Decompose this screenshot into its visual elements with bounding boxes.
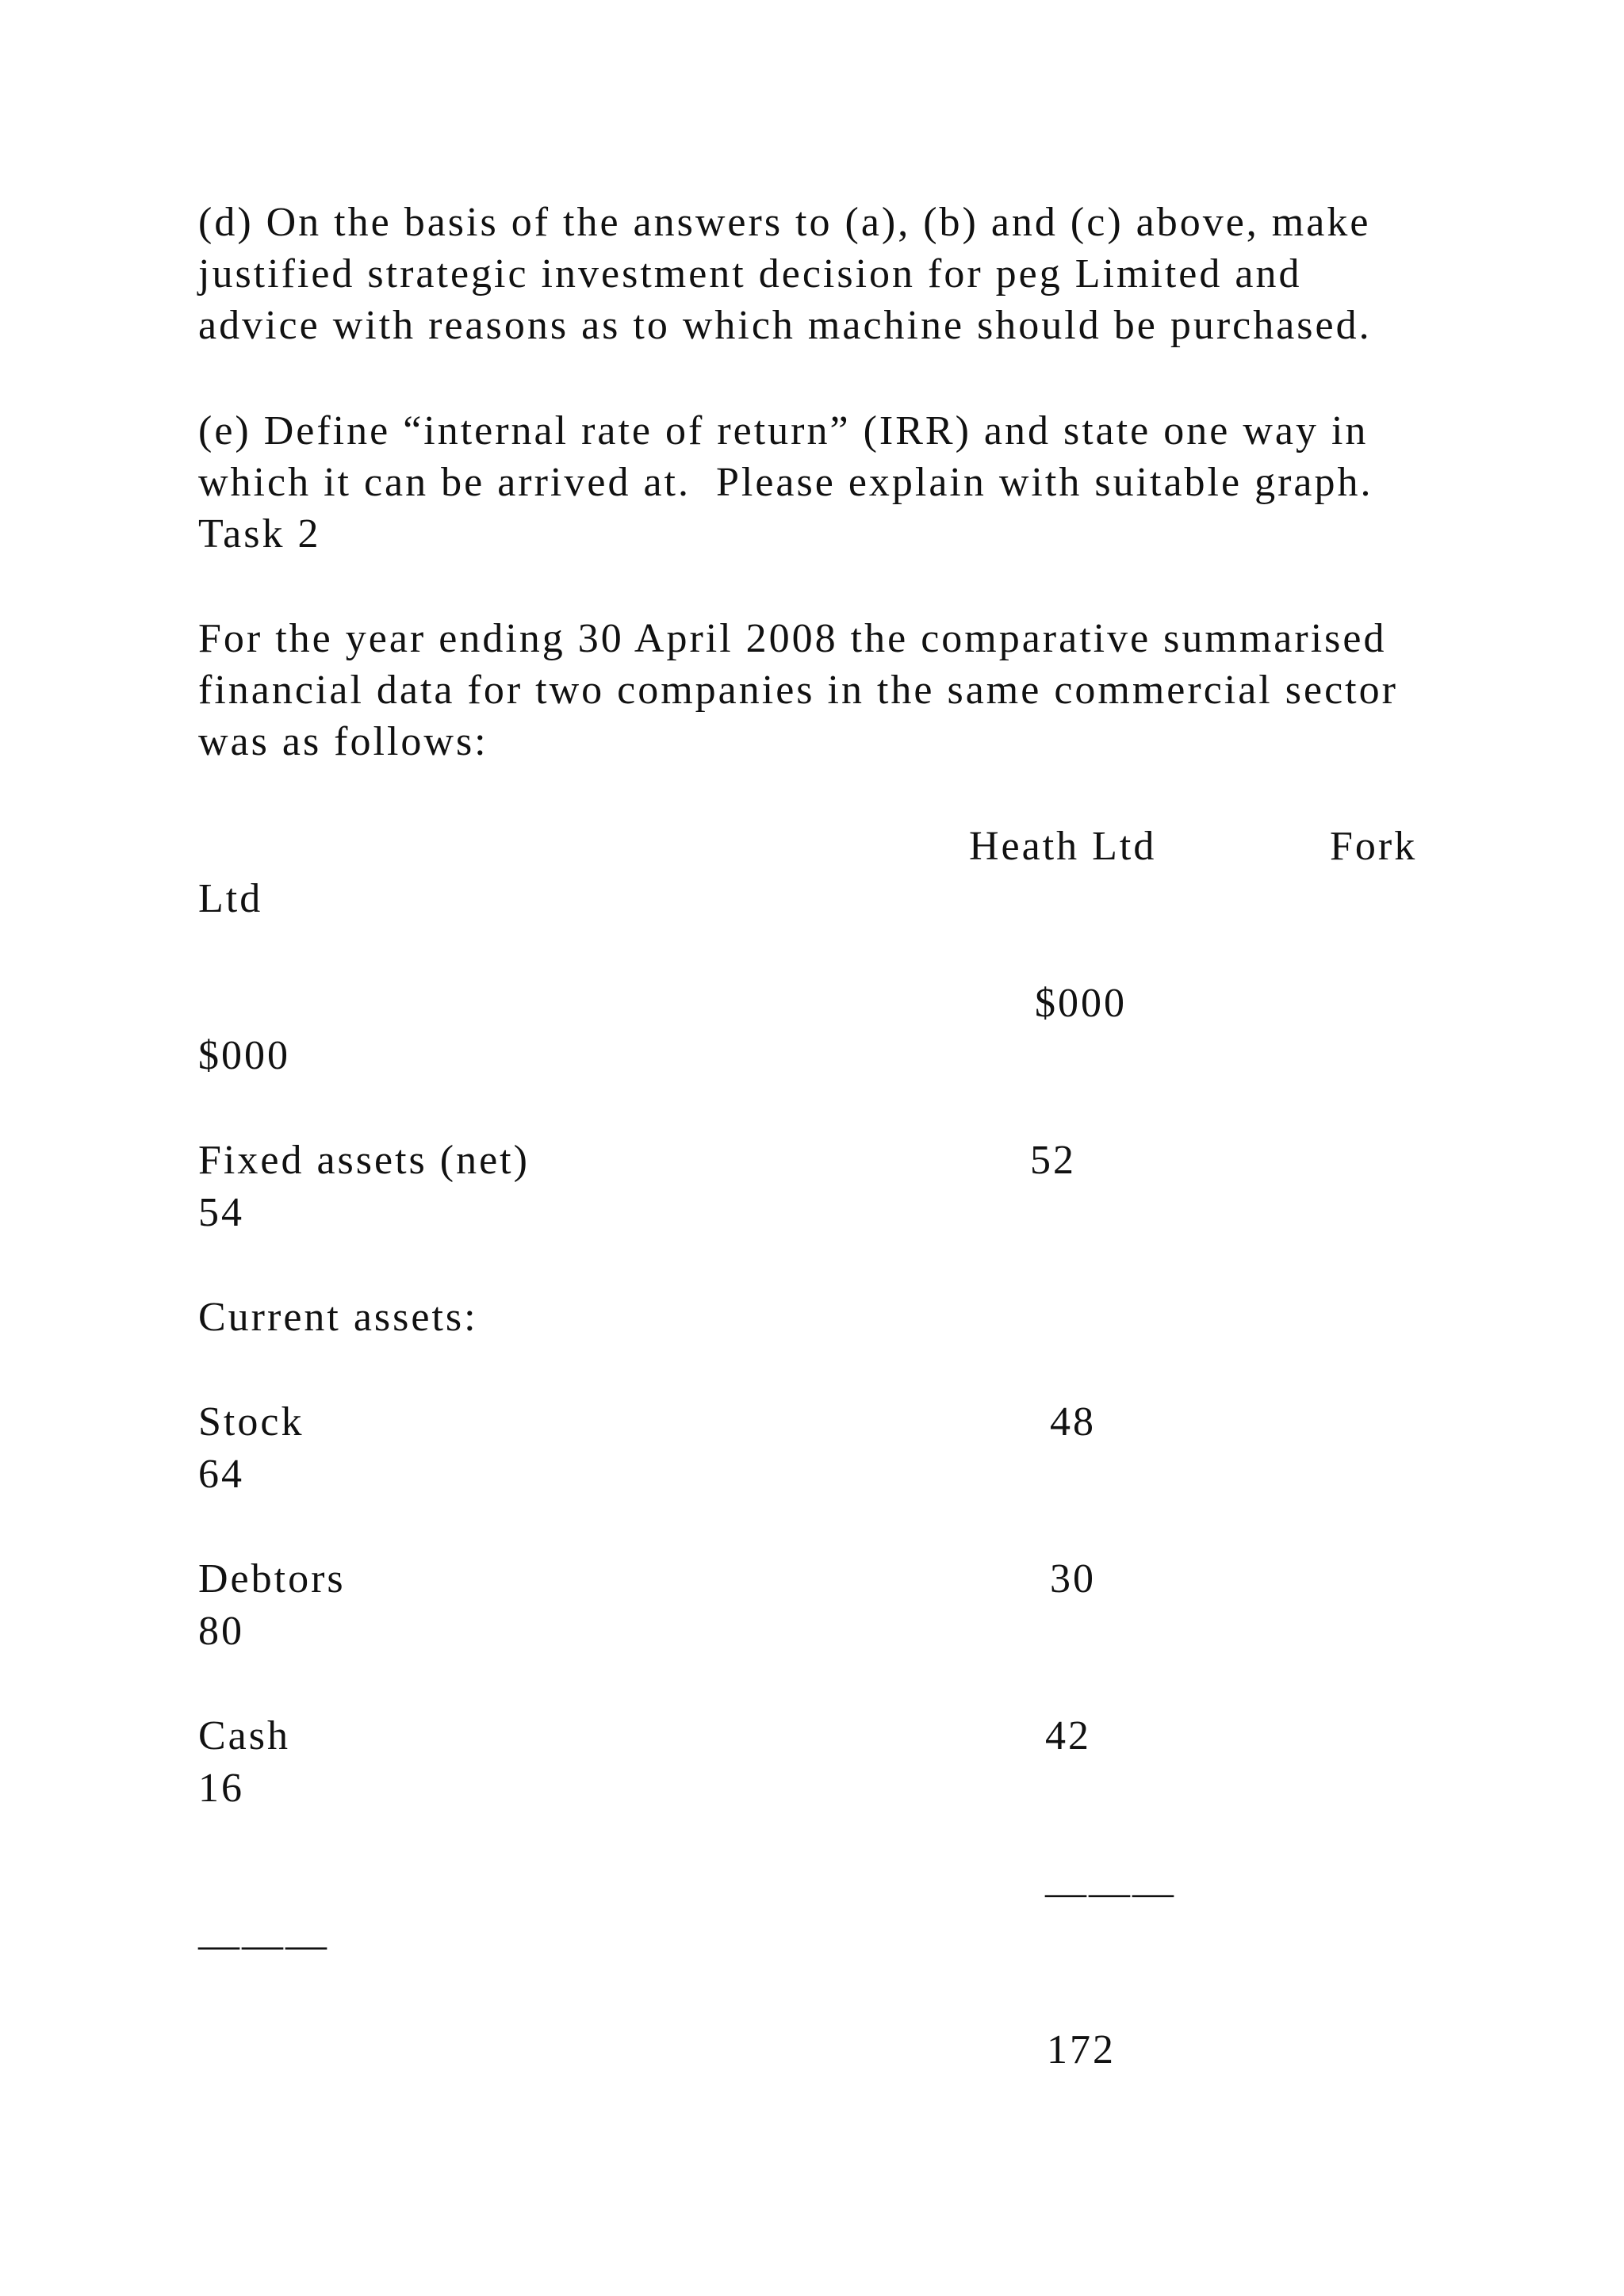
row-value-cash-fork: 16 — [198, 1766, 244, 1811]
intro-line-1: For the year ending 30 April 2008 the comparative summarised — [198, 616, 1387, 661]
task-heading: Task 2 — [198, 511, 321, 557]
row-label-stock: Stock — [198, 1399, 304, 1445]
row-value-fixed-assets-heath: 52 — [1030, 1138, 1076, 1183]
intro-line-3: was as follows: — [198, 719, 488, 764]
row-value-fixed-assets-fork: 54 — [198, 1190, 244, 1235]
unit-fork: $000 — [198, 1033, 290, 1078]
subtotal-rule-heath: ——— — [1045, 1870, 1176, 1915]
column-header-heath: Heath Ltd — [969, 824, 1157, 869]
row-label-fixed-assets: Fixed assets (net) — [198, 1138, 530, 1183]
row-value-cash-heath: 42 — [1045, 1713, 1091, 1758]
row-label-cash: Cash — [198, 1713, 290, 1758]
question-e-line-2: which it can be arrived at. Please explain with suitable graph. — [198, 460, 1373, 505]
row-label-debtors: Debtors — [198, 1556, 346, 1601]
column-header-fork: Fork — [1330, 824, 1418, 869]
row-label-current-assets: Current assets: — [198, 1295, 478, 1340]
row-value-debtors-heath: 30 — [1050, 1556, 1096, 1601]
row-value-stock-fork: 64 — [198, 1452, 244, 1497]
unit-heath: $000 — [1035, 981, 1127, 1026]
total-current-assets-heath: 172 — [1047, 2027, 1116, 2072]
row-value-stock-heath: 48 — [1050, 1399, 1096, 1445]
column-header-fork-continued: Ltd — [198, 876, 263, 921]
subtotal-rule-fork: ——— — [198, 1923, 329, 1968]
question-d-line-3: advice with reasons as to which machine should be purchased. — [198, 303, 1372, 348]
question-d-line-2: justified strategic investment decision for peg Limited and — [198, 251, 1302, 297]
intro-line-2: financial data for two companies in the same commercial sector — [198, 668, 1398, 713]
question-d-line-1: (d) On the basis of the answers to (a), (b) and (c) above, make — [198, 200, 1371, 245]
row-value-debtors-fork: 80 — [198, 1609, 244, 1654]
question-e-line-1: (e) Define “internal rate of return” (IRR) and state one way in — [198, 408, 1369, 453]
